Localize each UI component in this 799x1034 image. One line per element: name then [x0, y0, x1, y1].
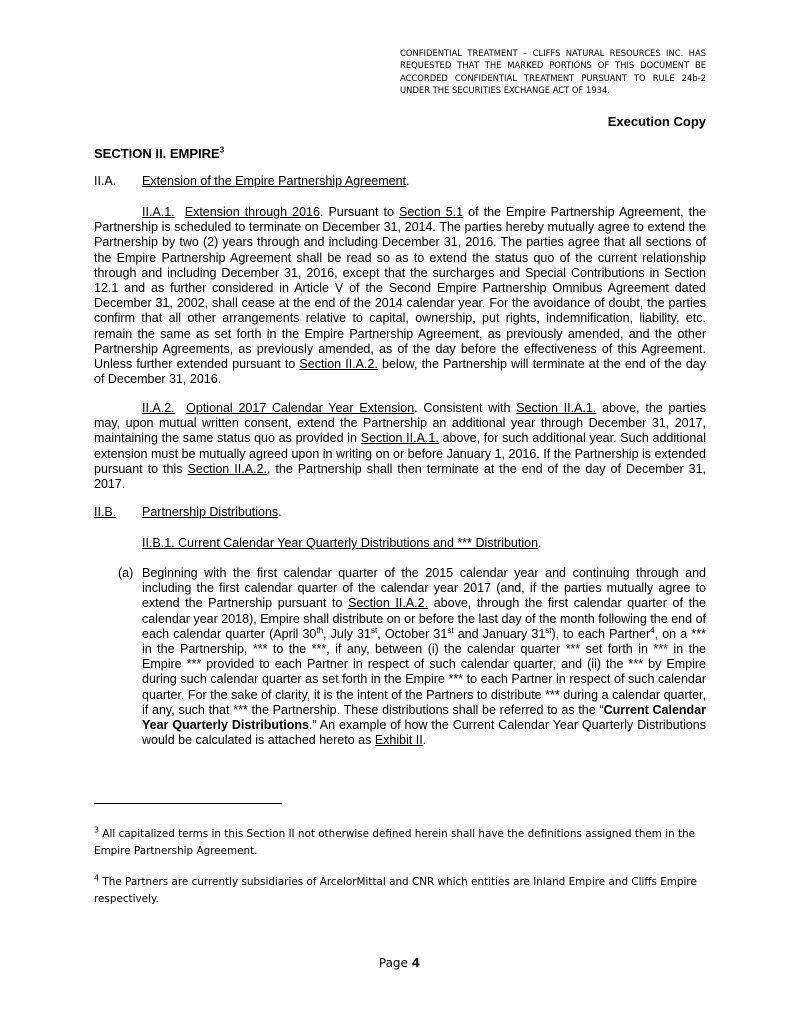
exhibit-reference: Exhibit II	[374, 733, 423, 748]
paragraph-text: above, the parties may, upon mutual written consent, extend the Partnership an additional year through December 31, 2017, maintaining the same status quo as provided in	[94, 401, 706, 446]
section-title: SECTION II. EMPIRE	[94, 146, 220, 161]
ordinal-suffix: st	[447, 625, 454, 635]
page-number-value: 4	[411, 956, 421, 970]
subsection-title: Partnership Distributions	[142, 505, 279, 519]
footnote-4	[94, 874, 706, 908]
section-reference: Section II.A.1.	[360, 431, 439, 446]
item-text: .” An example of how the Current Calendar Year Quarterly Distributions would be calculated is attached hereto as	[142, 718, 707, 748]
paragraph-text: Pursuant to	[328, 205, 394, 219]
item-a-text: Beginning with the first calendar quarter of the 2015 calendar year and continuing through and including the first calendar quarter of the calendar year 2017 (and, if the parties mutually agree to extend the Partnership pursuant to Section II.A.2. above, through the first calendar quarter of the calendar year 2018), Empire shall distribute on or before the last day of the month following the end of each calendar quarter (April 30th, July 31st, October 31st and January 31st), to each Partner$^4$, on a *** in the Partnership, *** to the ***, if any, between (i) the calendar quarter *** set forth in *** in the Empire *** provided to each Partner in respect of such calendar quarter, and (ii) the *** by Empire during such calendar quarter as set forth in the Empire *** to each Partner in respect of such calendar quarter. For the sake of clarity, it is the intent of the Partners to distribute *** during a calendar quarter, if any, such that *** the Partnership. These distributions shall be referred to as the “Current Calendar Year Quarterly Distributions.” An example of how the Current Calendar Year Quarterly Distributions would be calculated is attached hereto as Exhibit II.	[142, 566, 707, 748]
footnote-number: 4	[94, 873, 100, 883]
subsection-IIB-heading: II.B. Partnership Distributions.	[94, 505, 282, 519]
paragraph-title: Extension through 2016	[184, 205, 320, 219]
item-text: , July 31	[323, 626, 371, 641]
section-reference: Section 5.1	[399, 205, 464, 219]
page-label: Page	[378, 956, 408, 970]
item-text: above, through the first calendar quarter of the calendar year 2018), Empire shall distribute on or before the last day of the month following the end of each calendar quarter (April 30	[142, 596, 706, 641]
item-text: Beginning with the first calendar quarter of the 2015 calendar year and continuing through and including the first calendar quarter of the calendar year 2017 (and, if the parties mutually agree to extend the Partnership pursuant to	[142, 566, 706, 611]
paragraph-title: II.B.1. Current Calendar Year Quarterly Distributions and *** Distribution	[142, 536, 539, 550]
subsection-IIA-heading: II.A. Extension of the Empire Partnership Agreement.	[94, 174, 410, 188]
footnote-divider	[94, 803, 282, 804]
footnote-number: 3	[94, 825, 100, 835]
page-number	[0, 956, 799, 970]
paragraph-number: II.A.1.	[142, 205, 175, 219]
section-reference: Section II.A.2.	[348, 596, 429, 611]
item-a-label: (a)	[118, 566, 134, 580]
ordinal-suffix: st	[545, 625, 552, 635]
execution-copy-label: Execution Copy	[607, 114, 706, 129]
item-text: , October 31	[377, 626, 448, 641]
section-reference: Section II.A.1.	[516, 401, 597, 415]
subsection-number: II.A.	[94, 174, 117, 188]
paragraph-IIA2: II.A.2. Optional 2017 Calendar Year Extension. Consistent with Section II.A.1. above, the parties may, upon mutual written consent, extend the Partnership an additional year through December 31, 2017, maintaining the same status quo as provided in Section II.A.1. above, for such additional year. Such additional extension must be mutually agreed upon in writing on or before January 1, 2016. If the Partnership is extended pursuant to this Section II.A.2., the Partnership shall then terminate at the end of the day of December 31, 2017.	[94, 401, 707, 492]
section-reference: Section II.A.2.	[299, 357, 378, 372]
paragraph-text: of the Empire Partnership Agreement, the Partnership is scheduled to terminate on December 31, 2014. The parties hereby mutually agree to extend the Partnership by two (2) years through and including December 31, 2016. The parties agree that all sections of the Empire Partnership Agreement shall be read so as to extend the status quo of the current relationship through and including December 31, 2016, except that the surcharges and Special Contributions in Section 12.1 and as further considered in Article V of the Second Empire Partnership Omnibus Agreement dated December 31, 2002, shall cease at the end of the 2014 calendar year. For the avoidance of doubt, the parties confirm that all other arrangements relative to capital, ownership, put rights, indemnification, liability, etc. remain the same as set forth in the Empire Partnership Agreement, as previously amended, and the other Partnership Agreements, as previously amended, as of the day before the effectiveness of this Agreement. Unless further extended pursuant to	[94, 205, 706, 372]
subsection-number: II.B.	[94, 505, 117, 519]
section-heading	[94, 146, 224, 161]
ordinal-suffix: th	[316, 625, 324, 635]
subsection-title: Extension of the Empire Partnership Agreement	[142, 174, 407, 188]
paragraph-text: above, for such additional year. Such additional extension must be mutually agreed upon in writing on or before January 1, 2016. If the Partnership is extended pursuant to this	[94, 431, 707, 476]
item-text: , on a *** in the Partnership, *** to the ***, if any, between (i) the calendar quarter *** set forth in *** in the Empire *** provided to each Partner in respect of such calendar quarter, and (ii) the *** by Empire during such calendar quarter as set forth in the Empire *** to each Partner in respect of such calendar quarter. For the sake of clarity, it is the intent of the Partners to distribute *** during a calendar quarter, if any, such that *** the Partnership. These distributions shall be referred to as the “	[142, 626, 706, 717]
paragraph-IIB1-heading: II.B.1. Current Calendar Year Quarterly Distributions and *** Distribution.	[142, 536, 542, 550]
footnote-ref-4: 4	[650, 625, 655, 635]
paragraph-text: , the Partnership shall then terminate at the end of the day of December 31, 2017.	[94, 461, 707, 492]
footnote-text: All capitalized terms in this Section II not otherwise defined herein shall have the definitions assigned them in the Empire Partnership Agreement.	[94, 828, 696, 857]
paragraph-text: below, the Partnership will terminate at the end of the day of December 31, 2016.	[94, 357, 706, 387]
item-text: and January 31	[457, 626, 546, 641]
confidential-treatment-notice: CONFIDENTIAL TREATMENT – CLIFFS NATURAL RESOURCES INC. HAS REQUESTED THAT THE MARKED PORTIONS OF THIS DOCUMENT BE ACCORDED CONFIDENTIAL TREATMENT PURSUANT TO RULE 24b-2 UNDER THE SECURITIES EXCHANGE ACT OF 1934.	[400, 48, 706, 96]
section-reference: Section II.A.2.	[187, 461, 267, 476]
paragraph-IIA1: II.A.1. Extension through 2016. Pursuant to Section 5.1 of the Empire Partnership Agreement, the Partnership is scheduled to terminate on December 31, 2014. The parties hereby mutually agree to extend the Partnership by two (2) years through and including December 31, 2016. The parties agree that all sections of the Empire Partnership Agreement shall be read so as to extend the status quo of the current relationship through and including December 31, 2016, except that the surcharges and Special Contributions in Section 12.1 and as further considered in Article V of the Second Empire Partnership Omnibus Agreement dated December 31, 2002, shall cease at the end of the 2014 calendar year. For the avoidance of doubt, the parties confirm that all other arrangements relative to capital, ownership, put rights, indemnification, liability, etc. remain the same as set forth in the Empire Partnership Agreement, as previously amended, and the other Partnership Agreements, as previously amended, as of the day before the effectiveness of this Agreement. Unless further extended pursuant to Section II.A.2. below, the Partnership will terminate at the end of the day of December 31, 2016.	[94, 205, 706, 387]
paragraph-text: Consistent with	[423, 401, 511, 415]
item-text: ), to each Partner	[551, 626, 651, 641]
footnote-ref-3: 3	[219, 145, 225, 155]
defined-term: Current Calendar Year Quarterly Distributions	[142, 702, 707, 733]
paragraph-number: II.A.2.	[142, 401, 175, 415]
footnote-3	[94, 826, 706, 860]
footnote-text: The Partners are currently subsidiaries of ArcelorMittal and CNR which entities are Inland Empire and Cliffs Empire respectively.	[94, 876, 697, 905]
ordinal-suffix: st	[370, 625, 378, 635]
paragraph-title: Optional 2017 Calendar Year Extension	[186, 401, 415, 415]
